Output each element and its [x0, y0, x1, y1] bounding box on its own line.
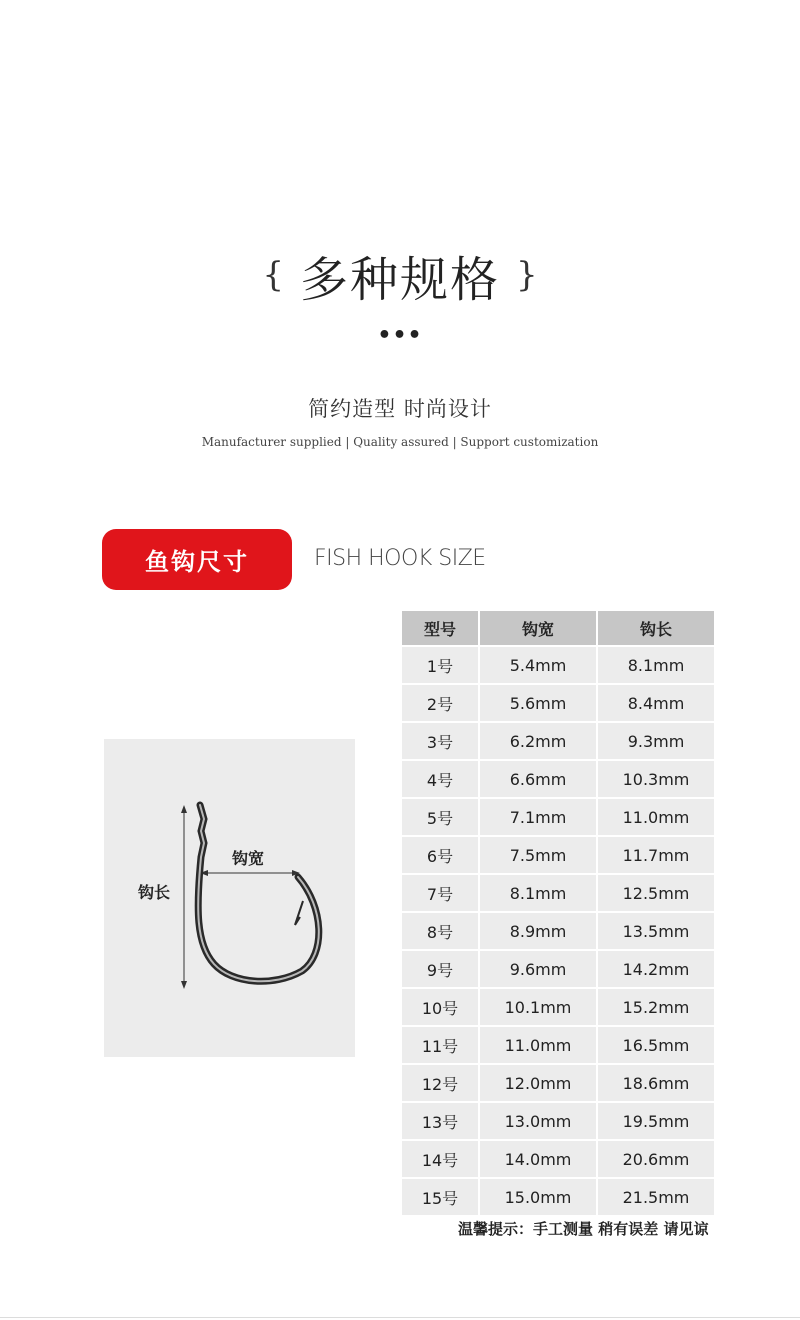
width-cell: 6.6mm	[480, 761, 596, 797]
table-row	[402, 1141, 714, 1177]
model-cell: 6号	[402, 837, 478, 873]
model-cell: 11号	[402, 1027, 478, 1063]
width-cell: 9.6mm	[480, 951, 596, 987]
table-row	[402, 685, 714, 721]
length-cell: 9.3mm	[598, 723, 714, 759]
left-brace: {	[262, 255, 284, 295]
width-cell: 10.1mm	[480, 989, 596, 1025]
table-row	[402, 875, 714, 911]
length-cell: 19.5mm	[598, 1103, 714, 1139]
length-cell: 15.2mm	[598, 989, 714, 1025]
size-table	[400, 609, 716, 1217]
dots-divider: •••	[377, 323, 423, 348]
table-row	[402, 1103, 714, 1139]
table-row	[402, 761, 714, 797]
column-header-length: 钩长	[598, 611, 714, 645]
table-row	[402, 913, 714, 949]
width-cell: 8.1mm	[480, 875, 596, 911]
model-cell: 8号	[402, 913, 478, 949]
width-cell: 8.9mm	[480, 913, 596, 949]
table-row	[402, 1027, 714, 1063]
model-cell: 10号	[402, 989, 478, 1025]
fish-hook-size-english: FISH HOOK SIZE	[314, 546, 486, 571]
length-cell: 20.6mm	[598, 1141, 714, 1177]
width-cell: 13.0mm	[480, 1103, 596, 1139]
bottom-divider	[0, 1317, 800, 1318]
column-header-model: 型号	[402, 611, 478, 645]
model-cell: 13号	[402, 1103, 478, 1139]
length-cell: 21.5mm	[598, 1179, 714, 1215]
length-cell: 13.5mm	[598, 913, 714, 949]
table-row	[402, 1179, 714, 1215]
width-cell: 15.0mm	[480, 1179, 596, 1215]
model-cell: 2号	[402, 685, 478, 721]
width-cell: 6.2mm	[480, 723, 596, 759]
width-cell: 7.5mm	[480, 837, 596, 873]
column-header-width: 钩宽	[480, 611, 596, 645]
length-cell: 10.3mm	[598, 761, 714, 797]
length-cell: 11.0mm	[598, 799, 714, 835]
subtitle: 简约造型 时尚设计	[308, 397, 492, 421]
table-row	[402, 837, 714, 873]
table-row	[402, 723, 714, 759]
hook-width-label: 钩宽	[232, 849, 265, 868]
length-cell: 16.5mm	[598, 1027, 714, 1063]
width-cell: 7.1mm	[480, 799, 596, 835]
model-cell: 14号	[402, 1141, 478, 1177]
length-cell: 18.6mm	[598, 1065, 714, 1101]
length-cell: 8.4mm	[598, 685, 714, 721]
width-cell: 12.0mm	[480, 1065, 596, 1101]
table-header-row	[402, 611, 714, 645]
hook-length-label: 钩长	[138, 883, 171, 902]
model-cell: 9号	[402, 951, 478, 987]
width-cell: 11.0mm	[480, 1027, 596, 1063]
table-row	[402, 647, 714, 683]
width-cell: 5.4mm	[480, 647, 596, 683]
model-cell: 12号	[402, 1065, 478, 1101]
model-cell: 3号	[402, 723, 478, 759]
section-title	[0, 240, 800, 310]
page-title: 多种规格	[299, 251, 500, 308]
model-cell: 7号	[402, 875, 478, 911]
right-brace: }	[516, 255, 538, 295]
width-cell: 14.0mm	[480, 1141, 596, 1177]
fish-hook-size-badge: 鱼钩尺寸	[102, 529, 292, 590]
length-cell: 8.1mm	[598, 647, 714, 683]
length-cell: 11.7mm	[598, 837, 714, 873]
table-row	[402, 989, 714, 1025]
table-row	[402, 951, 714, 987]
model-cell: 15号	[402, 1179, 478, 1215]
measurement-note: 温馨提示：手工测量 稍有误差 请见谅	[458, 1220, 709, 1238]
length-cell: 12.5mm	[598, 875, 714, 911]
length-cell: 14.2mm	[598, 951, 714, 987]
model-cell: 4号	[402, 761, 478, 797]
width-cell: 5.6mm	[480, 685, 596, 721]
table-row	[402, 799, 714, 835]
tagline: Manufacturer supplied | Quality assured | Support customization	[201, 435, 599, 449]
model-cell: 5号	[402, 799, 478, 835]
model-cell: 1号	[402, 647, 478, 683]
table-row	[402, 1065, 714, 1101]
